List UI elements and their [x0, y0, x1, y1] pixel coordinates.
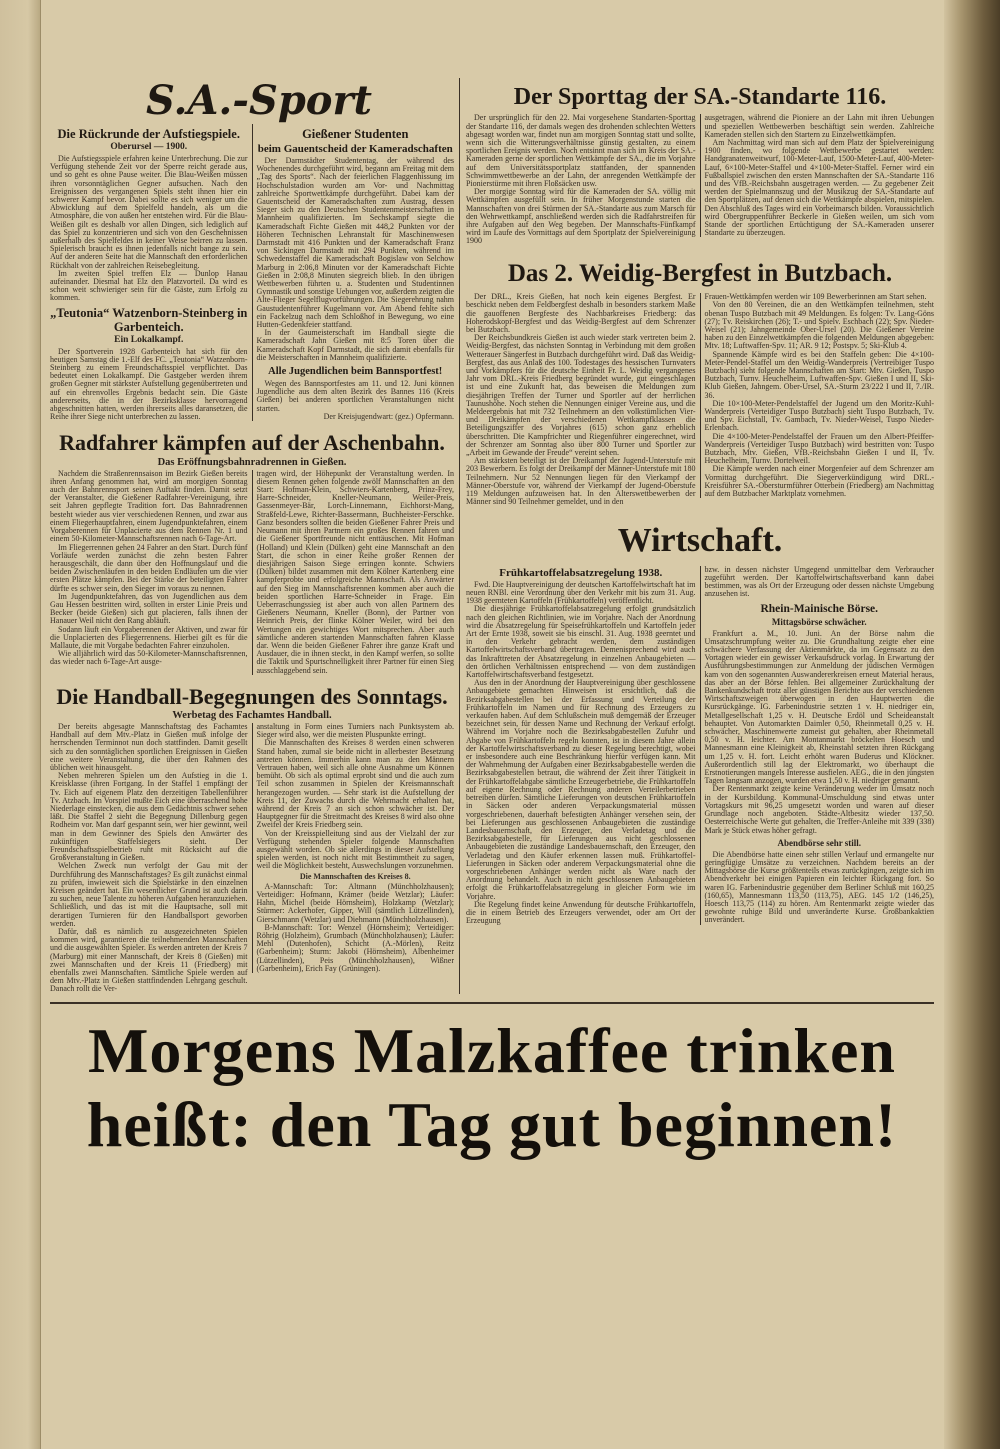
paragraph: Die Kämpfe werden nach einer Morgenfeier auf dem Schrenzer am Vormittag durchgeführt. Die Siegerverkündigung wird DRL.-Kreisführer SA.-Obersturmführer Otterbein (Friedberg) am Nachmittag auf dem Butzbacher Marktplatz vornehmen. [704, 464, 934, 499]
article-body [50, 348, 248, 422]
article-body [50, 723, 248, 994]
article-body [257, 380, 455, 421]
paragraph: Von der Kreisspielleitung sind aus der Vielzahl der zur Verfügung stehenden Spieler folgende Mannschaften ausgewählt worden. Ob sie allerdings in dieser Aufstellung spielen werden, ist noch nicht mit Bestimmtheit zu sagen, weil die Möglichkeit besteht, Auswechslungen vorzunehmen. [256, 828, 454, 871]
paragraph: Der ursprünglich für den 22. Mai vorgesehene Standarten-Sporttag der Standarte 116, der damals wegen des drohenden schlechten Wetters abgesagt worden war, findet nun am morgigen Sonntag statt und sollte, wenn sich die Witterungsverhältnisse günstig gestalten, zu einem sportlichen Ereignis werden. Noch entsinnt man sich im Kreis der SA.-Kameraden gerne der sportlichen Wettkämpfe der SA., die im Vorjahre auf dem Universitätssportplatz stattfanden, der spannenden Schwimmwettbewerbe an der Lahn, der anregenden Wettkämpfe der Pionierstürme mit ihren Floßsäcken usw. [466, 113, 696, 189]
paragraph: Die Mannschaften des Kreises 8 werden einen schweren Stand haben, zumal sie beide nicht in allerbester Besetzung antreten können. Immerhin kann man zu den Männern Vertrauen haben, weil sich alle ohne Ausnahme um Können bemüht. Ob sich als optimal erprobt sind und die auch zum Teil schon zusammen in Spielen der Kreismannschaft herangezogen wurden. — Sehr stark ist die Aufstellung der Kreis 11, der Zuwachs durch die Wehrmacht erhalten hat, während der Kreis 7 an sich schon schwächer ist. Der Hauptgegner für die Streitmacht des Kreises 8 wird also ohne Zweifel der Kreis Friedberg sein. [256, 738, 454, 830]
top-articles [50, 124, 454, 421]
paragraph: anstaltung in Form eines Turniers nach Punktsystem ab. Sieger wird also, wer die meisten Pluspunkte erringt. [256, 721, 454, 740]
handball-columns [50, 723, 454, 994]
article-heading: Frühkartoffelabsatzregelung 1938. [499, 566, 663, 579]
paragraph: Der bereits abgesagte Mannschaftstag des Fachamtes Handball auf dem Mtv.-Platz in Gießen muß infolge der herrschenden Terminnot nun doch stattfinden. Damit gesellt sich zu den sonntäglichen sportlichen Ereignissen in Gießen eine weitere Veranstaltung, die über den Rahmen des üblichen weit hinausgeht. [50, 721, 248, 772]
article-body [257, 157, 455, 362]
article-body [466, 581, 696, 926]
paragraph: Die diesjährige Frühkartoffelabsatzregelung erfolgt grundsätzlich nach den gleichen Richtlinien, wie im Vorjahre. Nach der Anordnung wird die Absatzregelung für Speisefrühkartoffeln und Kartoffeln jeder Art der Ernte 1938, soweit sie bis einschl. 31. Aug. 1938 geerntet und in den Verkehr gebracht werden, dem zuständigen Kartoffelwirtschaftsverband übertragen. Demenisprechend wird auch das Inkrafttreten der Absatzregelung in einzelnen Anbaugebieten — den örtlichen Verhältnissen entsprechend — von dem zuständigen Kartoffelwirtschaftsverband festgesetzt. [466, 604, 696, 680]
paragraph: Aus den in der Anordnung der Hauptvereinigung über geschlossene Anbaugebiete gemachten Hinweisen ist ersichtlich, daß die Bezirksabgabestellen bei der Erfassung und Verteilung der Frühkartoffeln im Namen und für Rechnung des Erzeugers zu verkaufen haben. Auf dem Schlußschein muß demgemäß der Erzeuger bezeichnet sein, für dessen Name und Rechnung der Verkauf erfolgt. Während im Vorjahre noch die Bezirksabgabestellen Zufuhr und Abgabe von Frühkartoffeln regeln konnten, ist in diesem Jahre allein der Kartoffelwirtschaftsverband zu dieser Regelung berechtigt, wobei er insbesondere auch eine Beschränkung hierfür verfügen kann. Mit der Wahrnehmung der Aufgaben einer Bezirksabgabestelle werden die Bezirksabgabestellen betraut, die während der Zeit ihrer Tätigkeit in der Frühkartoffelabgabe sämtliche Erzeugerbetriebe, die Frühkartoffeln auf eigene Rechnung oder Rechnung anderen Verteilerbetrieben betreiben dürfen. Sämtliche Lieferungen von deutschen Frühkartoffeln in Säcken oder anderen Verpackungsmaterial müssen vorgeschriebenen, dauerhaft befestigten Anhänger versehen sein, der bei Lieferungen aus geschlossenen Anbaugebieten die zuständige Landesbauernschaft, den Erzeuger, den Verladetag und die Bezirksabgabestelle, für Lieferungen aus nicht geschlossenen Anbaugebieten die zuständige Landesbauernschaft, den Erzeuger, den Verladetag und den Käufer erkennen lassen muß. Frühkartoffel-Lieferungen in Säcken oder anderem Verpackungsmaterial ohne die vorgeschriebenen Anhänger werden nicht als Ware nach der Anordnung behandelt. Auch in nicht geschlossenen Anbaugebieten erfolgt die Frühkartoffelabsatzregelung in gleicher Form wie im Vorjahre. [466, 678, 696, 901]
article-heading: Alle Jugendlichen beim Bannsportfest! [268, 366, 443, 378]
paragraph: Im zweiten Spiel treffen Elz — Dunlop Hanau aufeinander. Diesmal hat Elz den Platzvorteil. Da wird es schon weit schwieriger sein für die Gäste, zum Erfolg zu kommen. [50, 268, 248, 303]
advertisement-line-1: Morgens Malzkaffee trinken [87, 1014, 897, 1086]
paragraph: Die Aufstiegsspiele erfahren keine Unterbrechung. Die zur Verfügung stehende Zeit vor der Sperre reicht gerade aus, und so geht es ohne Pause weiter. Die Blau-Weißen müssen ihren vorsonntäglichen Gegner aufsuchen. Nach den Ereignissen des vergangenen Spiels steht ihnen hier ein schwerer Kampf bevor. Dabei sollte es sich weniger um die Abwicklung auf dem Spielfeld handeln, als um die Atmosphäre, die von außen her entstehen wird. Für die Blau-Weißen gilt es deshalb vor allen Dingen, sich lediglich auf das Spiel zu konzentrieren und sich von den Geschehnissen außerhalb des Spielfeldes in keiner Weise beirren zu lassen. Spielerisch braucht es ihnen jedenfalls nicht bange zu sein. Auf der anderen Seite hat die Mannschaft den erforderlichen Rückhalt von der zahlreichen Reisebegleitung. [50, 154, 248, 270]
paragraph: Frauen-Wettkämpfen werden wir 109 Bewerberinnen am Start sehen. [704, 292, 927, 302]
paragraph: Der Rentenmarkt zeigte keine Veränderung weder im Umsatz noch in der Kursbildung. Kommunal-Umschuldung sind etwas unter Vortagskurs mit 96,25 umgesetzt worden und waren auf dieser Grundlage noch angeboten. Städte-Altbesitz wieder 137,50. Oesterreichische Werte gut gehalten, die Treffer-Anleihe mit 339 (338) Mark je Stück etwas höher gefragt. [704, 784, 934, 835]
article-subheading: Werbetag des Fachamtes Handball. [172, 709, 332, 721]
newspaper-page [50, 78, 934, 1162]
column-aufstieg [50, 124, 248, 421]
team-lineup: B-Mannschaft: Tor: Wenzel (Hörnsheim); Verteidiger: Röhrig (Holzheim), Grumbach (Münchholzhausen); Läufer: Mehl (Dutenhofen), Schicht (A.-Mörlen), Reitz (Garbenheim); Sturm: Jakobi (Hörnsheim), Albenheimer (Lützellinden), Peis (Münchholzhausen), Wißner (Garbenheim), Erich Fay (Grüningen). [256, 922, 454, 973]
paragraph: Fwd. Die Hauptvereinigung der deutschen Kartoffelwirtschaft hat im neuen RNBl. eine Verordnung über den Verkehr mit bis zum 31. Aug. 1938 geernteten Kartoffeln (Frühkartoffeln) veröffentlicht. [466, 579, 696, 606]
article-heading: Die Rückrunde der Aufstiegspiele. [57, 127, 240, 141]
article-subheading: Ein Lokalkampf. [114, 334, 184, 345]
paragraph: Sodann läuft ein Vorgaberennen der Aktiven, und zwar für die Unplacierten des Fliegerrennens. Hierbei gilt es für die Mallaute, die mit Vorgabe bedachten Fahrer einzuholen. [50, 624, 248, 650]
article-body [466, 114, 696, 245]
paragraph: Der Reichsbundkreis Gießen ist auch wieder stark vertreten beim 2. Weidig-Bergfest, das nächsten Sonntag in Verbindung mit dem großen Wetterauer Sängerfest in Butzbach durchgeführt wird. Daß das Weidig-Bergfest, das aus Anlaß des 100. Todestages des hessischen Turnvaters und Vorkämpfers für die deutsche Einheit Fr. L. Weidig vergangenes Jahr vom DRL.-Kreis Friedberg begründet wurde, gut eingeschlagen ist und eine Zukunft hat, das beweisen die Meldungen zum diesjährigen Treffen der Turner und Sportler auf der herrlichen Taunushöhe. Noch stehen die Nennungen einiger Vereine aus, und die Meldeergebnis hat mit 732 Teilnehmern an den volkstümlichen Vier- und Dreikämpfen der verschiedenen Wettkampfklassen die Beteiligungsziffer des Vorjahres (615) schon ganz erheblich überschritten. Die Kampfrichter und Riegenführer eingerechnet, wird der Schrenzer am Sonntag also über 800 Turner und Sportler zur „Arbeit im Gewande der Freude“ vereint sehen. [466, 333, 696, 457]
paragraph: Frankfurt a. M., 10. Juni. An der Börse nahm die Umsatzschrumpfung weiter zu. Die Grundhaltung zeigte eher eine schwächere Verfassung der Aktienmärkte, da im Gegensatz zu den Vortagen wieder ein gewisser Verkaufsdruck vorlag. In Erwartung der Ausführungsbestimmungen zur Anmeldung der jüdischen Vermögen kam von den sogenannten Auswandererkreisen erneut Material heraus, das aber an der Börse fehlen. Bei allgemeiner Zurückhaltung der Bankenkundschaft trotz aller günstigen Berichte aus der verschiedenen Wirtschaftszweigen überwogen in den Hauptwerten die Kursrückgänge. IG. Farbenindustrie setzten 1 v. H. niedriger ein, Metallgesellschaft 1,25 v. H. Deutsche Erdöl und Scheideanstalt behauptet. Von Automarkten Daimler 0,50, Rheinmetall 0,25 v. H. schwächer, Maschinenwerte zumeist gut gehalten, aber Rheinmetall 0,50 v. H. leichter. Am Montanmarkt bröckelten Hoesch und Mannesmann eine Kleinigkeit ab, Rheinstahl setzten ihren Rückgang um 1,25 v. H. fort. Leicht erhöht waren Buderus und Klöckner. Außerordentlich still lag der Elektromarkt, wo überhaupt die Erstnotierungen mangels Interesse ausfielen. AEG., die in den jüngsten Tagen langsam anzogen, wurden etwa 1,50 v. H. niedriger genannt. [704, 628, 934, 786]
article-body [252, 723, 455, 973]
paragraph: In der Gaumeisterschaft im Handball siegte die Kameradschaft Jahn Gießen mit 8:5 Toren über die Kameradschaft Kopf Darmstadt, die sich damit ebenfalls für die Meisterschaften in Mannheim qualifizierte. [256, 328, 454, 362]
team-lineup: A-Mannschaft: Tor: Altmann (Münchholzhausen); Verteidiger: Hofmann, Krämer (beide Wetzlar); Läufer: Hahn, Michel (beide Hörnsheim), Holzkamp (Wetzlar); Stürmer: Ackerhofer, Gipper, Will (sämtlich Lützellinden), Gierschmann (Wetzlar) und Diehmann (Münchholzhausen). [256, 881, 454, 924]
paragraph: Der DRL., Kreis Gießen, hat noch kein eigenes Bergfest. Er beschickt neben dem Feldbergfest deshalb in besonders starkem Maße die gauoffenen Bergfeste des Nachbarkreises Friedberg: das Hoherodskopf-Bergfest und das Weidig-Bergfest auf dem Schrenzer bei Butzbach. [466, 292, 696, 334]
right-half [460, 78, 934, 925]
column-boerse [700, 566, 935, 925]
section-headline: Wirtschaft. [617, 522, 783, 560]
article-heading: Rhein-Mainische Börse. [760, 602, 879, 615]
article-body [705, 566, 935, 599]
article-body [700, 293, 935, 498]
article-heading: „Teutonia“ Watzenborn-Steinberg in Garbenteich. [50, 305, 248, 334]
article-subheading: Mittagsbörse schwächer. [771, 616, 867, 627]
paragraph: Die 4×100-Meter-Pendelstaffel der Frauen um den Albert-Pfeiffer-Wanderpreis (Verteidiger Tuspo Butzbach) wird bestritten von: Tuspo Butzbach, Mtv. Gießen, VfB.-Reichsbahn Gießen I und II, Tv. Heuchelheim, Turnv. Dortelweil. [704, 431, 934, 466]
paragraph: Wegen des Bannsportfestes am 11. und 12. Juni können Jugendliche aus dem alten Bezirk des Bannes 116 (Kreis Gießen) bei anderen sportlichen Veranstaltungen nicht starten. [256, 379, 454, 413]
signature: Der Kreisjugendwart: (gez.) Opfermann. [323, 411, 454, 421]
article-subheading: Das Eröffnungsbahnradrennen in Gießen. [157, 456, 347, 468]
paragraph: ausgetragen, während die Pioniere an der Lahn mit ihren Uebungen und speziellen Wettbewerben beschäftigt sein werden. Zahlreiche Kameraden stellen sich den Startern zu Einzelwettkämpfen. [704, 113, 934, 139]
paragraph: Neben mehreren Spielen um den Aufstieg in die 1. Kreisklasse (ihren Fortgang. In der Staffel 1 empfängt der Tv. Eich auf eigenem Platz den derzeitigen Tabellenführer Tv. Atzbach. Im Vorspiel mußte Eich eine überraschend hohe Niederlage einstecken, die aus dem Gedächtnis schwer sehen läßt. Die Staffel 2 sieht die Begegnung Dillenburg gegen Rodheim vor. Man darf gespannt sein, wer hier gewinnt, weil man in dem Gewinner des Spiels den Anwärter des zukünftigen Staffelsiegers sieht. Der Freundschaftsspielbetrieb ruht mit Rücksicht auf die Großveranstaltung in Gießen. [50, 771, 248, 863]
sporttag-columns [466, 114, 934, 245]
paragraph: Im Fliegerrennen gehen 24 Fahrer an den Start. Durch fünf Vorläufe werden zunächst die zehn besten Fahrer herausgeschält, die dann über den Hoffnungslauf und die beiden Zwischenläufen in den beiden Endläufen um die vier ersten Plätze kämpfen. Bei der Stärke der beteiligten Fahrer dürfte es schwer sein, den Sieger im voraus zu nennen. [50, 542, 248, 593]
paragraph: Die Regelung findet keine Anwendung für deutsche Frühkartoffeln, die in einem Betrieb des Erzeugers verwendet, oder am Ort der Erzeugung [466, 899, 696, 926]
column-studenten [252, 124, 455, 421]
left-half [50, 78, 460, 994]
paragraph: Der Sportverein 1928 Garbenteich hat sich für den heutigen Samstag die 1.-Elf des FC. „Teutonia“ Watzenborn-Steinberg zu einem Freundschaftsspiel verpflichtet. Das bedeutet einen Lokalkampf. Die Gastgeber werden ihrem großen Gegner mit stärkster Aufstellung gegenübertreten und auf ein ehrenvolles Ergebnis bedacht sein. Die Gäste andererseits, die in der Bezirksklasse hervorragend abgeschnitten hatten, werden ihrerseits alles daransetzen, die Reihe ihrer Siege nicht unterbrechen zu lassen. [50, 346, 248, 422]
article-dateline: Oberursel — 1900. [110, 142, 188, 152]
radfahrer-columns [50, 470, 454, 675]
paragraph: bzw. in dessen nächster Umgegend unmittelbar dem Verbraucher zugeführt werden. Der Kartoffelwirtschaftsverband kann dabei bestimmen, was als Ort der Erzeugung oder dessen nächste Umgebung anzusehen ist. [704, 564, 934, 599]
article-body [700, 114, 935, 237]
article-body [50, 470, 248, 667]
horizontal-divider [50, 1002, 934, 1004]
column-kartoffel [466, 566, 696, 926]
article-headline: Radfahrer kämpfen auf der Aschenbahn. [59, 430, 445, 456]
paragraph: Nachdem die Straßenrennsaison im Bezirk Gießen bereits ihren Anfang genommen hat, wird am morgigen Sonntag auch der Bahnrennsport seinen Auftakt finden. Damit setzt der Veranstalter, die Gießener Radfahrer-Vereinigung, ihre seit Jahren gepflegte Tradition fort. Das Bahnradrennen besteht wieder aus vier verschiedenen Rennen, und zwar aus einem Fliegerhauptfahren, einem Jugendpunktefahren, einem Vorgaberennen für Unplacierte aus dem Rennen Nr. 1 und einem 50-Kilometer-Mannschaftsrennen nach 6-Tage-Art. [50, 468, 248, 544]
paragraph: Welchen Zweck nun verfolgt der Gau mit der Durchführung des Mannschaftstages? Es gilt zunächst einmal zu prüfen, inwieweit sich die Spielstärke in den einzelnen Kreisen geändert hat. Ein wesentlicher Grund ist auch darin zu suchen, neue Talente zu höheren Aufgaben heranzuziehen. Schließlich, und das ist mit die Hauptsache, soll mit derartigen Turnieren für den Handballsport geworben werden. [50, 861, 248, 928]
paragraph: Dafür, daß es nämlich zu ausgezeichneten Spielen kommen wird, garantieren die teilnehmenden Mannschaften und die ausgewählten Spieler. Es werden antreten der Kreis 7 (Marburg) mit einer Mannschaft, der Kreis 8 (Gießen) mit zwei Mannschaften und der Kreis 11 (Friedberg) mit ebenfalls zwei Mannschaften. Sämtliche Spiele werden auf dem Mtv.-Platz in Gießen stattfindenden Lehrgang geschult. Danach rollt die Ver- [50, 927, 248, 994]
paragraph: Die 10×100-Meter-Pendelstaffel der Jugend um den Moritz-Kuhl-Wanderpreis (Verteidiger Tuspo Butzbach) sieht Tuspo Butzbach, Tv. und Spv. Eichstall, Tv. Gambach, Tv. Nieder-Weisel, Tuspo Nieder-Erlenbach. [704, 398, 934, 433]
article-heading-line2: beim Gauentscheid der Kameradschaften [257, 143, 453, 155]
paragraph: Am stärksten beteiligt ist der Dreikampf der Jugend-Unterstufe mit 203 Bewerbern. Es folgt der Dreikampf der Männer-Unterstufe mit 180 Teilnehmern. Nur 52 Nennungen liegen für den Vierkampf der Männer-Oberstufe vor, während der Vierkampf der Jugend-Oberstufe 119 Meldungen aufzuweisen hat. In den Alterswettbewerben der Männer sind 90 Teilnehmer gemeldet, und in den [466, 456, 696, 507]
section-masthead: S.A.-Sport [146, 77, 373, 124]
article-heading: Gießener Studenten [302, 127, 409, 141]
team-list-heading: Die Mannschaften des Kreises 8. [299, 871, 411, 881]
article-subheading: Abendbörse sehr still. [777, 837, 862, 848]
weidig-columns [466, 293, 934, 506]
page-columns [50, 78, 934, 994]
article-body [252, 470, 455, 675]
paragraph: Wie alljährlich wird das 50-Kilometer-Mannschaftsrennen, das wieder nach 6-Tage-Art ausge- [50, 649, 248, 667]
page-binding [944, 0, 1000, 1449]
paragraph: tragen wird, der Höhepunkt der Veranstaltung werden. In diesem Rennen gehen folgende zwölf Mannschaften an den Start: Hofman-Klein, Schwiers-Kartenberg, Prinz-Frey, Harre-Schneider, Kneller-Neumann, Weiler-Preis, Gassenmeyer-Bär, Lorch-Linnemann, Eichhorst-Mang, Straßfeld-Lewe, Richter-Bassermann, Buchheister-Ferschke. Ganz besonders sollten die beiden Gießener Fahrer Preis und Neumann mit ihren Partnern ein großes Rennen fahren und die Gießener Sportfreunde nicht enttäuschen. Mit Hofman (Holland) und Klein (Dülken) geht eine Mannschaft an den Start, die schon in einer Reihe großer Rennen der diesjährigen Saison Siege erringen konnte. Schwiers (Dülken) bildet zusammen mit dem Kölner Kartenberg eine kampferprobte und erfolgreiche Mannschaft. Als Anwärter auf den Sieg im Mannschaftsrennen kommen aber auch die beiden sportlichen Harre-Schneider in Frage. Ein Ueberraschungssieg ist aber auch von allen Partnern des Gießeners Neumann, Kneller (Bonn), der Partner von Heinrich Preis, der flinke Kölner Weiler, wird bei den Wertungen ein gewichtiges Wort mitsprechen. Aber auch sämtliche anderen startenden Mannschaften fahren Klasse dar. Wenn die beiden Gießener Fahrer ihre ganze Kraft und Ausdauer, die in ihnen steckt, in den Kampf werfen, so sollte die Taktik und Spurtschnelligkeit ihrer Partner für einen Sieg ausschlaggebend sein. [256, 468, 454, 675]
advertisement-line-2: heißt: den Tag gut beginnen! [86, 1088, 898, 1160]
paragraph: Am Nachmittag wird man sich auf dem Platz der Spielvereinigung 1900 finden, wo folgende Wettbewerbe gestartet werden: Handgranatenweitwurf, 100-Meter-Lauf, 1500-Meter-Lauf, 400-Meter-Lauf, 6×100-Meter-Staffel und 4×100-Meter-Staffel. Ferner wird ein Fußballspiel zwischen den ersten Mannschaften der SA.-Standarte 116 und des VfB.-Reichsbahn ausgetragen werden. — Zu gegebener Zeit werden der Spielmannszug und der Musikzug der SA.-Standarte auf den Sportplätzen, auf denen sich die Wettkämpfe abspielen, mitspielen. Den Abschluß des Tages wird ein Vorbeimarsch bilden. Voraussichtlich wird Obergruppenführer Beckerle in Gießen weilen, um sich vom Stande der sportlichen Ertüchtigung der SA.-Kameraden unserer Standarte zu überzeugen. [704, 138, 934, 238]
paragraph: Der Darmstädter Studententag, der während des Wochenendes durchgeführt wird, begann am Freitag mit dem „Tag des Sports“. Nach der feierlichen Flaggenhissung im Hochschulstadion wurden am Vor- und Nachmittag zahlreiche Sportwettkämpfe durchgeführt. Dabei kam der Gauentscheid der Kameradschaften zum Austrag, dessen Sieger sich zu den Deutschen Studentenmeisterschaften in Mannheim qualifizierten. Im Sechskampf siegte die Kameradschaft Fichte Gießen mit 448,2 Punkten vor der Höheren Technischen Lehranstalt für Maschinenwesen Darmstadt mit 416 Punkten und der Kameradschaft Franz von Sickingen Darmstadt mit 294 Punkten, während im Schwedenstaffel die Kameradschaft Bogislaw von Selchow Marburg in 2:06,8 Minuten vor der Kameradschaft Fichte Gießen in 2:08,8 Minuten siegreich blieb. In den übrigen Wettbewerben führten u. a. Studenten und Studentinnen Gymnastik und sonstige Uebungen vor, außerdem zeigten die Alte-Flieger Segelflugvorführungen. Die Siegerehrung nahm Gaustudentenführer Kugelmann vor. Am Abend fehlte sich ein Fackelzug nach dem Schloßhof in Bewegung, wo eine Hutten-Gedenkfeier stattfand. [256, 156, 454, 330]
paragraph: Von den 80 Vereinen, die an den Wettkämpfen teilnehmen, steht obenan Tuspo Butzbach mit 49 Meldungen. Es folgen: Tv. Lang-Göns (27); Tv. Reiskirchen (26); T.- und Spielv. Eschbach (22); Spv. Nieder-Weisel (21); Jahngemeinde Ober-Ursel (20). Die Gießener Vereine haben zu den Einzelwettkämpfen die folgenden Meldungen abgegeben: Mtv. 18; Luftwaffen-Spv. 11; AR. 9 12; Postspv. 5; Ski-Klub 4. [704, 300, 934, 351]
article-body [466, 293, 696, 506]
adjacent-page-edge [0, 0, 41, 1449]
article-body [705, 630, 935, 835]
article-body [705, 851, 935, 925]
paragraph: Im Jugendpunktefahren, das von Jugendlichen aus dem Gau Hessen bestritten wird, sollten in erster Linie Preis und Becker (beide Gießen) sich gut placieren, falls ihnen der Hanauer Weil nicht den Rang abläuft. [50, 591, 248, 626]
paragraph: Der morgige Sonntag wird für die Kameraden der SA. völlig mit Wettkämpfen ausgefüllt sein. In früher Morgenstunde starten die Mannschaften von drei Stürmen der SA.-Standarte aus zum Marsch für den Wehrwettkampf, anschließend werden sich die Radfahrstreifen für ihre Aufgaben auf den Weg begeben. Der Mannschafts-Fünfkampf wird im Laufe des Vormittags auf dem Sportplatz der Spielvereinigung 1900 [466, 187, 696, 246]
article-body [50, 155, 248, 303]
article-headline: Die Handball-Begegnungen des Sonntags. [56, 683, 448, 709]
wirtschaft-columns [466, 566, 934, 926]
paragraph: Spannende Kämpfe wird es bei den Staffeln geben: Die 4×100-Meter-Pendel-Staffel um den Weidig-Wanderpreis (Vertreibiger Tuspo Butzbach) sieht folgende Mannschaften am Start: Mtv. Gießen, Tuspo Butzbach, Turnv. Heuchelheim, Luftwaffen-Spv. Gießen I und II, Ski-Klub Gießen, Jahngem. Ober-Ursel, SA.-Sturm 23/222 I und II, 7./IR. 36. [704, 349, 934, 400]
article-headline: Der Sporttag der SA.-Standarte 116. [513, 84, 887, 110]
article-headline: Das 2. Weidig-Bergfest in Butzbach. [507, 259, 893, 287]
paragraph: Die Abendbörse hatte einen sehr stillen Verlauf und ermangelte nur geringfügige Umsätze zu verzeichnen. Nachdem bereits an der Mittagsbörse die Kurse größtenteils etwas zurückgingen, zeigte sich im Abendverkehr bei einigen Papieren ein leichter Rückgang fort. So waren IG. Farbenindustrie gegenüber dem Berliner Schluß mit 160,25 (160,65), Mannesmann 113,50 (113,75), AEG. 145 1/2 (146,25), Hoesch 113,75 (114) zu hören. Am Rentenmarkt zeigte wieder das gewohnte ruhige Bild und unveränderte Kurse. Großbankaktien unverändert. [704, 849, 934, 925]
